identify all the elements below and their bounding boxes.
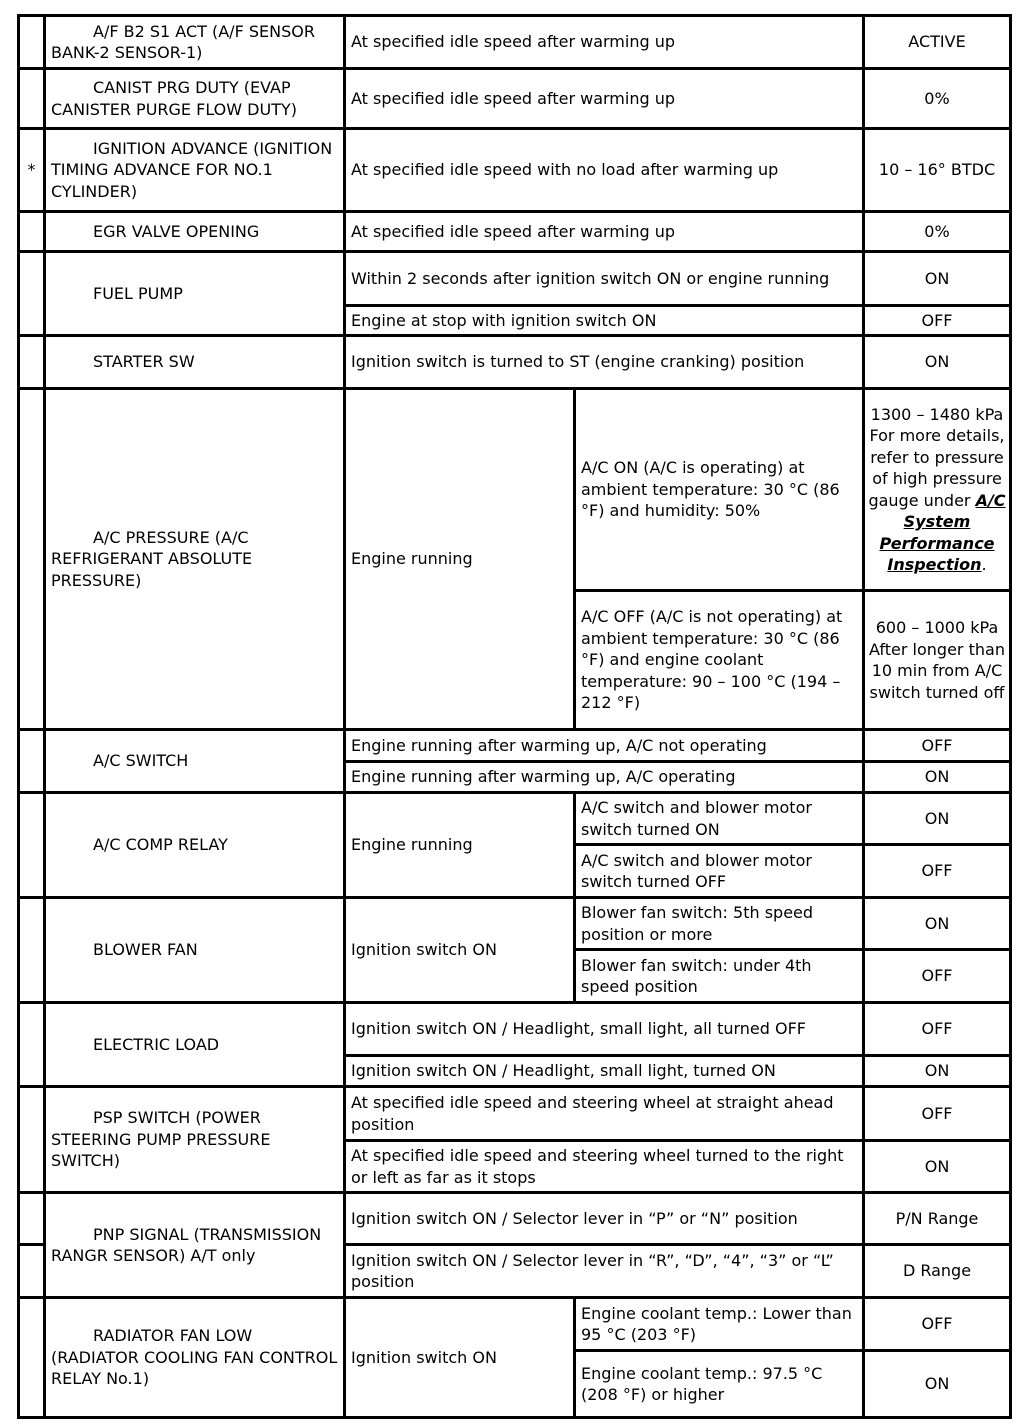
value-cell-text: ACTIVE [908, 32, 966, 52]
item-name-text: IGNITION ADVANCE (IGNITION TIMING ADVANCE FOR NO.1 CYLINDER) [51, 138, 333, 201]
condition-detail [575, 793, 864, 845]
condition-cell-text: Engine running after warming up, A/C not operating [351, 735, 767, 755]
item-name [45, 1193, 345, 1298]
condition-detail-text: A/C ON (A/C is operating) at ambient temperature: 30 °C (86 °F) and humidity: 50% [581, 458, 840, 521]
mark-cell [19, 389, 45, 730]
value-cell [864, 1193, 1011, 1245]
condition-cell [345, 69, 864, 129]
condition-cell [345, 306, 864, 336]
mark-cell [19, 1298, 45, 1418]
table-row [19, 129, 1011, 212]
condition-cell-text: Ignition switch ON [351, 940, 497, 960]
condition-detail [575, 389, 864, 591]
condition-cell [345, 898, 575, 1003]
condition-cell [345, 389, 575, 730]
table-row [19, 1298, 1011, 1351]
condition-detail [575, 845, 864, 898]
condition-cell-text: Within 2 seconds after ignition switch ON or engine running [351, 268, 830, 288]
table-row [19, 212, 1011, 252]
value-cell-text: 0% [924, 88, 950, 108]
item-name [45, 1298, 345, 1418]
condition-cell [345, 336, 864, 389]
table-row [19, 898, 1011, 950]
condition-cell-text: Engine running [351, 835, 473, 855]
value-cell-text: ON [924, 1156, 950, 1176]
item-name [45, 16, 345, 69]
condition-cell [345, 1003, 864, 1056]
value-cell [864, 898, 1011, 950]
value-cell-text: ON [924, 913, 950, 933]
value-cell-text: ON [924, 808, 950, 828]
value-cell [864, 1087, 1011, 1141]
value-cell-text: ON [924, 1061, 950, 1081]
item-name-text: A/C SWITCH [93, 751, 189, 771]
mark-cell [19, 16, 45, 69]
item-name-text: BLOWER FAN [93, 940, 198, 960]
mark-cell [19, 69, 45, 129]
table-row [19, 389, 1011, 591]
item-name-text: A/C COMP RELAY [93, 835, 228, 855]
condition-cell-text: Engine running [351, 549, 473, 569]
value-cell [864, 1245, 1011, 1298]
condition-cell [345, 212, 864, 252]
value-cell [864, 762, 1011, 793]
mark-cell [19, 129, 45, 212]
value-cell [864, 1003, 1011, 1056]
condition-detail-text: Engine coolant temp.: Lower than 95 °C (203 °F) [581, 1303, 852, 1344]
condition-detail [575, 1298, 864, 1351]
value-cell-text: 0% [924, 221, 950, 241]
value-cell [864, 252, 1011, 306]
condition-detail [575, 950, 864, 1003]
value-cell-text: OFF [921, 861, 953, 881]
mark-cell [19, 898, 45, 1003]
condition-cell [345, 129, 864, 212]
value-cell-text: ON [924, 1374, 950, 1394]
value-cell-text: 600 – 1000 kPa After longer than 10 min from A/C switch turned off [869, 618, 1005, 702]
value-cell [864, 389, 1011, 591]
value-cell [864, 1141, 1011, 1193]
condition-cell-text: Ignition switch ON / Selector lever in “R”, “D”, “4”, “3” or “L” position [351, 1250, 834, 1291]
mark-cell [19, 1087, 45, 1193]
inspection-link[interactable]: A/C System Performance Inspection [879, 490, 1006, 574]
item-name [45, 129, 345, 212]
value-cell-text: 1300 – 1480 kPa For more details, refer to pressure of high pressure gauge under [868, 404, 1005, 510]
table-row [19, 1087, 1011, 1141]
item-name-text: RADIATOR FAN LOW (RADIATOR COOLING FAN CONTROL RELAY No.1) [51, 1326, 338, 1389]
item-name [45, 793, 345, 898]
value-cell [864, 1351, 1011, 1418]
value-cell-text: OFF [921, 1103, 953, 1123]
value-cell [864, 212, 1011, 252]
condition-detail-text: A/C OFF (A/C is not operating) at ambient temperature: 30 °C (86 °F) and engine coolant temperature: 90 – 100 °C (194 – 212 °F) [581, 607, 843, 713]
table-row [19, 730, 1011, 762]
item-name [45, 69, 345, 129]
value-cell [864, 1298, 1011, 1351]
condition-cell [345, 1193, 864, 1245]
value-cell-text: D Range [902, 1261, 972, 1281]
mark-cell [19, 793, 45, 898]
condition-cell [345, 252, 864, 306]
table-row [19, 16, 1011, 69]
data-list-table [17, 14, 1012, 1419]
condition-detail-text: A/C switch and blower motor switch turned ON [581, 798, 812, 839]
condition-cell-text: At specified idle speed and steering wheel turned to the right or left as far as it stops [351, 1146, 844, 1187]
item-name-text: FUEL PUMP [93, 283, 183, 303]
table-row [19, 69, 1011, 129]
table-row [19, 1003, 1011, 1056]
condition-detail-text: Blower fan switch: under 4th speed position [581, 955, 812, 996]
table-row [19, 793, 1011, 845]
item-name [45, 212, 345, 252]
mark-cell [19, 252, 45, 336]
value-cell [864, 129, 1011, 212]
condition-cell-text: Ignition switch ON / Headlight, small light, turned ON [351, 1061, 776, 1081]
table-row [19, 252, 1011, 306]
condition-cell-text: At specified idle speed after warming up [351, 221, 675, 241]
value-cell-text: OFF [921, 735, 953, 755]
table-row [19, 336, 1011, 389]
condition-cell [345, 1141, 864, 1193]
mark-cell [19, 1245, 45, 1298]
value-suffix: . [981, 555, 987, 574]
item-name [45, 1003, 345, 1087]
condition-cell-text: Ignition switch ON / Selector lever in “P” or “N” position [351, 1208, 798, 1228]
value-cell-text: ON [924, 767, 950, 787]
item-name [45, 898, 345, 1003]
condition-cell-text: Engine at stop with ignition switch ON [351, 310, 657, 330]
value-cell [864, 591, 1011, 730]
mark-cell [19, 730, 45, 793]
value-cell [864, 16, 1011, 69]
condition-cell [345, 1056, 864, 1087]
value-cell [864, 845, 1011, 898]
condition-cell-text: At specified idle speed after warming up [351, 32, 675, 52]
value-cell-text: OFF [921, 1314, 953, 1334]
mark-cell [19, 1193, 45, 1245]
condition-detail [575, 898, 864, 950]
condition-cell [345, 793, 575, 898]
mark-cell [19, 212, 45, 252]
condition-cell-text: At specified idle speed and steering wheel at straight ahead position [351, 1093, 834, 1134]
condition-cell-text: At specified idle speed with no load after warming up [351, 160, 779, 180]
item-name-text: STARTER SW [93, 352, 195, 372]
value-cell [864, 306, 1011, 336]
condition-detail-text: A/C switch and blower motor switch turned OFF [581, 850, 812, 891]
value-cell-text: P/N Range [895, 1208, 979, 1228]
condition-cell [345, 16, 864, 69]
value-cell-text: OFF [921, 310, 953, 330]
value-cell [864, 1056, 1011, 1087]
value-cell [864, 69, 1011, 129]
condition-cell-text: Ignition switch is turned to ST (engine cranking) position [351, 352, 805, 372]
condition-cell [345, 762, 864, 793]
item-name-text: PNP SIGNAL (TRANSMISSION RANGR SENSOR) A/T only [51, 1224, 322, 1265]
condition-detail-text: Blower fan switch: 5th speed position or more [581, 903, 814, 944]
condition-detail-text: Engine coolant temp.: 97.5 °C (208 °F) or higher [581, 1363, 823, 1404]
condition-cell [345, 730, 864, 762]
value-cell-text: OFF [921, 1019, 953, 1039]
value-cell [864, 730, 1011, 762]
condition-cell-text: At specified idle speed after warming up [351, 88, 675, 108]
value-cell-text: ON [924, 352, 950, 372]
item-name [45, 1087, 345, 1193]
condition-detail [575, 591, 864, 730]
item-name-text: A/C PRESSURE (A/C REFRIGERANT ABSOLUTE PRESSURE) [51, 527, 253, 590]
condition-cell-text: Ignition switch ON / Headlight, small light, all turned OFF [351, 1019, 807, 1039]
item-name [45, 336, 345, 389]
mark-cell [19, 336, 45, 389]
value-cell-text: ON [924, 268, 950, 288]
mark-cell [19, 1003, 45, 1087]
condition-cell [345, 1245, 864, 1298]
item-name-text: CANIST PRG DUTY (EVAP CANISTER PURGE FLOW DUTY) [51, 78, 297, 119]
condition-cell-text: Engine running after warming up, A/C operating [351, 767, 736, 787]
item-name-text: A/F B2 S1 ACT (A/F SENSOR BANK-2 SENSOR-1) [51, 21, 315, 62]
condition-cell-text: Ignition switch ON [351, 1347, 497, 1367]
value-cell-text: 10 – 16° BTDC [878, 160, 996, 180]
value-cell [864, 336, 1011, 389]
value-cell [864, 950, 1011, 1003]
condition-cell [345, 1087, 864, 1141]
item-name [45, 389, 345, 730]
item-name-text: PSP SWITCH (POWER STEERING PUMP PRESSURE SWITCH) [51, 1108, 271, 1171]
item-name-text: EGR VALVE OPENING [93, 221, 260, 241]
item-name [45, 252, 345, 336]
table-row [19, 1193, 1011, 1245]
value-cell-text: OFF [921, 966, 953, 986]
mark-cell-text: * [27, 160, 36, 180]
item-name-text: ELECTRIC LOAD [93, 1034, 220, 1054]
condition-cell [345, 1298, 575, 1418]
condition-detail [575, 1351, 864, 1418]
value-cell [864, 793, 1011, 845]
item-name [45, 730, 345, 793]
